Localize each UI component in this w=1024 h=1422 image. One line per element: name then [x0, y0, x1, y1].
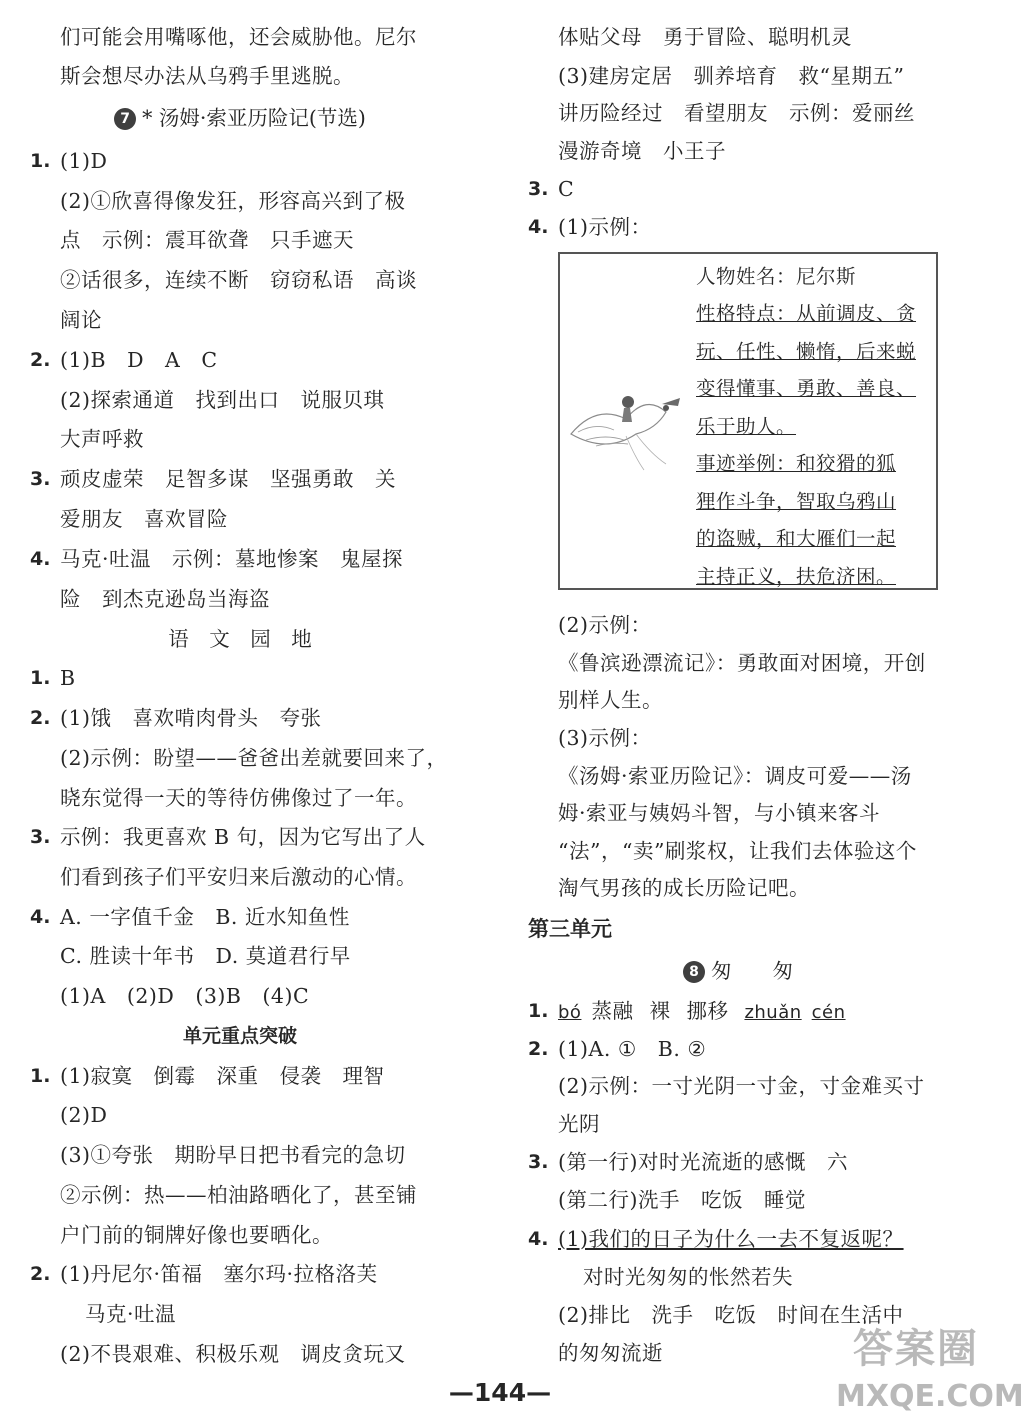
answer-line: (1)寂寞 倒霉 深重 侵袭 理智	[60, 1064, 385, 1088]
answer-line: 险 到杰克逊岛当海盗	[60, 587, 270, 611]
question-number: 1.	[30, 667, 51, 689]
card-line: 人物姓名：尼尔斯	[696, 265, 857, 288]
answer-line: (1)丹尼尔·笛福 塞尔玛·拉格洛芙	[60, 1262, 378, 1286]
answer-line: (2)示例：盼望——爸爸出差就要回来了，	[60, 746, 448, 770]
card-line: 乐于助人。	[696, 415, 797, 438]
intro-line-1: 们可能会用嘴啄他，还会威胁他。尼尔	[60, 25, 417, 49]
answer-line: 光阴	[558, 1112, 600, 1136]
section-title-yuwen: 语 文 园 地	[168, 627, 312, 651]
character-card	[558, 252, 938, 590]
answer-line: (第二行)洗手 吃饭 睡觉	[558, 1188, 806, 1212]
answer-line: (3)示例：	[558, 726, 652, 750]
watermark-logo: 答案圈	[853, 1326, 979, 1372]
question-number: 4.	[30, 906, 51, 928]
answer-line: (3)建房定居 驯养培育 救“星期五”	[558, 64, 905, 88]
card-line: 的盗贼，和大雁们一起	[696, 527, 897, 550]
answer-line: (2)①欣喜得像发狂，形容高兴到了极	[60, 189, 406, 213]
question-number: 4.	[528, 216, 549, 238]
answer-line: 《鲁滨逊漂流记》：勇敢面对困境，开创	[558, 651, 926, 675]
answer-line: 马克·吐温 示例：墓地惨案 鬼屋探	[60, 547, 404, 571]
card-line: 事迹举例：和狡猾的狐	[696, 452, 897, 475]
pinyin-answer: cén	[811, 1002, 846, 1023]
lesson-7-badge: 7	[114, 108, 136, 130]
answer-line: 体贴父母 勇于冒险、聪明机灵	[558, 25, 852, 49]
watermark-domain: MXQE.COM	[836, 1379, 1024, 1414]
card-line: 变得懂事、勇敢、善良、	[696, 377, 917, 400]
answer-line: 爱朋友 喜欢冒险	[60, 507, 228, 531]
card-line: 主持正义，扶危济困。	[696, 565, 897, 588]
question-number: 2.	[30, 707, 51, 729]
question-number: 4.	[30, 548, 51, 570]
question-number: 2.	[30, 349, 51, 371]
word-answer: 蒸融	[591, 999, 634, 1023]
answer-line: 晓东觉得一天的等待仿佛像过了一年。	[60, 786, 417, 810]
lesson-7-title: 汤姆·索亚历险记(节选)	[158, 106, 366, 130]
lesson-7-heading	[30, 103, 450, 133]
answer-line: (2)探索通道 找到出口 说服贝琪	[60, 388, 385, 412]
answer-line: (2)示例：	[558, 613, 652, 637]
pinyin-answer: zhuǎn	[744, 1002, 802, 1023]
answer-line: C. 胜读十年书 D. 莫道君行早	[60, 944, 351, 968]
answer-line: 大声呼救	[60, 427, 144, 451]
answer-line: (1)B D A C	[60, 348, 218, 372]
answer-line: (1)D	[60, 149, 108, 173]
answer-line: 漫游奇境 小王子	[558, 139, 726, 163]
answer-line: “法”，“卖”刷浆权，让我们去体验这个	[558, 839, 917, 863]
watermark	[836, 1318, 1024, 1422]
section-title-unit-focus: 单元重点突破	[182, 1025, 297, 1047]
answer-line: (3)①夸张 期盼早日把书看完的急切	[60, 1143, 406, 1167]
answer-line: (2)D	[60, 1103, 108, 1127]
answer-line: B	[60, 666, 76, 690]
answer-line: A. 一字值千金 B. 近水知鱼性	[60, 905, 350, 929]
pinyin-answer-line	[558, 996, 856, 1028]
answer-line: (1)饿 喜欢啃肉骨头 夸张	[60, 706, 322, 730]
answer-line: 别样人生。	[558, 688, 663, 712]
word-answer: 挪移	[686, 999, 729, 1023]
answer-line: C	[558, 177, 575, 201]
pinyin-answer: bó	[558, 1002, 582, 1023]
answer-line: ②示例：热——柏油路晒化了，甚至铺	[60, 1183, 417, 1207]
question-number: 2.	[30, 1263, 51, 1285]
answer-line: 阔论	[60, 308, 102, 332]
goose-rider-illustration	[566, 374, 696, 474]
card-line: 狸作斗争，智取乌鸦山	[696, 490, 897, 513]
answer-line: 的匆匆流逝	[558, 1341, 663, 1365]
question-number: 1.	[30, 150, 51, 172]
answer-line: 《汤姆·索亚历险记》：调皮可爱——汤	[558, 764, 912, 788]
answer-line: (1)我们的日子为什么一去不复返呢？	[558, 1227, 904, 1251]
answer-line: 示例：我更喜欢 B 句，因为它写出了人	[60, 825, 426, 849]
answer-line: 讲历险经过 看望朋友 示例：爱丽丝	[558, 101, 915, 125]
question-number: 2.	[528, 1038, 549, 1060]
page-number: —144—	[448, 1378, 552, 1407]
question-number: 1.	[528, 1000, 549, 1022]
answer-line: 点 示例：震耳欲聋 只手遮天	[60, 228, 354, 252]
answer-line: 顽皮虚荣 足智多谋 坚强勇敢 关	[60, 467, 396, 491]
lesson-8-title: 匆 匆	[711, 959, 793, 983]
card-line: 玩、任性、懒惰，后来蜕	[696, 340, 917, 363]
answer-line: (1)示例：	[558, 215, 652, 239]
question-number: 3.	[30, 468, 51, 490]
lesson-7-star: *	[142, 106, 153, 130]
answer-line: 户门前的铜牌好像也要晒化。	[60, 1223, 333, 1247]
answer-line: (2)排比 洗手 吃饭 时间在生活中	[558, 1303, 904, 1327]
question-number: 3.	[30, 826, 51, 848]
question-number: 4.	[528, 1228, 549, 1250]
answer-line: (1)A. ① B. ②	[558, 1037, 707, 1061]
lesson-8-heading	[528, 956, 948, 986]
lesson-8-badge: 8	[683, 961, 705, 983]
answer-line: (2)示例：一寸光阴一寸金，寸金难买寸	[558, 1074, 925, 1098]
answer-line: (1)A (2)D (3)B (4)C	[60, 984, 310, 1008]
word-answer: 裸	[649, 999, 671, 1023]
answer-line: 马克·吐温	[85, 1302, 177, 1326]
question-number: 3.	[528, 1151, 549, 1173]
answer-line: 淘气男孩的成长历险记吧。	[558, 876, 810, 900]
answer-line: ②话很多，连续不断 窃窃私语 高谈	[60, 268, 417, 292]
answer-line: 对时光匆匆的怅然若失	[583, 1265, 793, 1289]
answer-line: (2)不畏艰难、积极乐观 调皮贪玩又	[60, 1342, 406, 1366]
intro-line-2: 斯会想尽办法从乌鸦手里逃脱。	[60, 64, 354, 88]
answer-line: (第一行)对时光流逝的感慨 六	[558, 1150, 848, 1174]
question-number: 1.	[30, 1065, 51, 1087]
card-line: 性格特点：从前调皮、贪	[696, 302, 917, 325]
answer-line: 姆·索亚与姨妈斗智，与小镇来客斗	[558, 801, 881, 825]
question-number: 3.	[528, 178, 549, 200]
answer-line: 们看到孩子们平安归来后激动的心情。	[60, 865, 417, 889]
unit-3-heading: 第三单元	[528, 917, 612, 941]
